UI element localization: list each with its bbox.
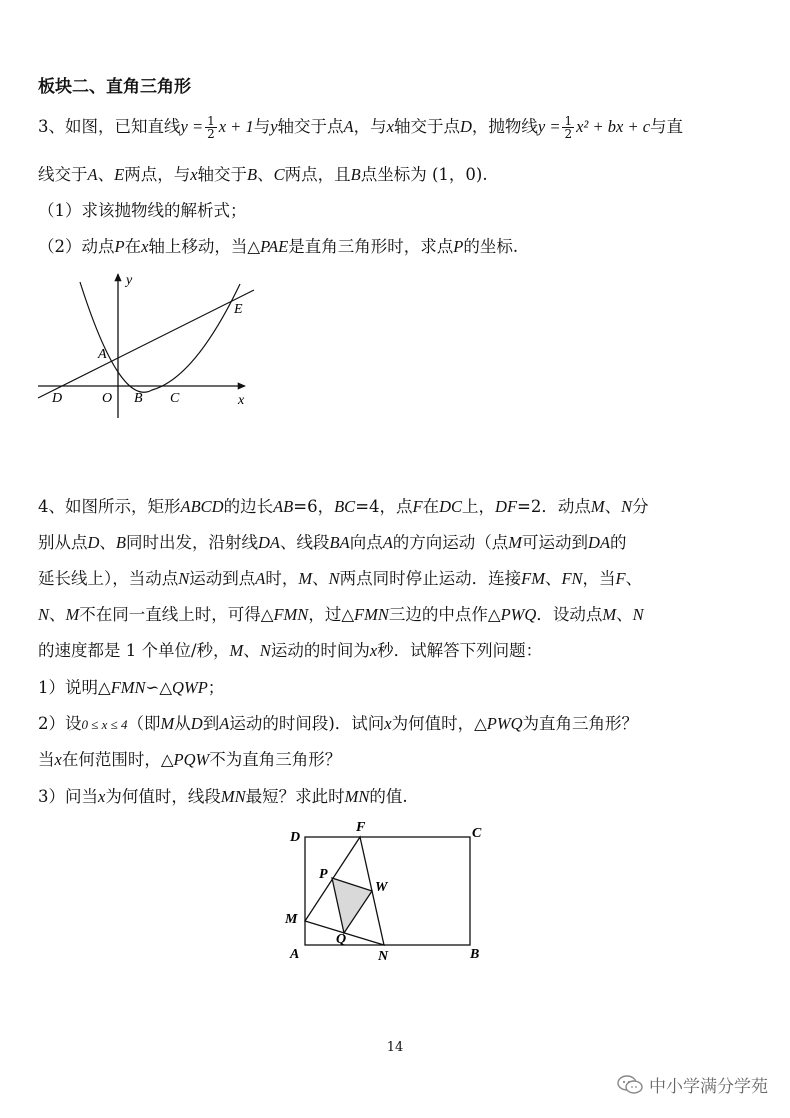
fig1-label-A: A bbox=[98, 347, 107, 362]
fig2-label-C: C bbox=[472, 826, 482, 841]
fig2-label-Q: Q bbox=[336, 932, 347, 947]
fig2-label-N: N bbox=[378, 949, 389, 964]
fig2-label-F: F bbox=[356, 820, 366, 835]
fig1-label-B: B bbox=[134, 391, 143, 406]
problem4-line2: 别从点D、B同时出发，沿射线DA、线段BA向点A的方向运动（点M可运动到DA的 bbox=[38, 533, 627, 552]
fraction-half: $\frac{1}{2}$ bbox=[207, 114, 215, 141]
wechat-icon bbox=[617, 1075, 643, 1095]
problem4-line3: 延长线上），当动点N运动到点A时，M、N两点同时停止运动．连接FM、FN，当F、 bbox=[38, 569, 643, 588]
fig1-label-x: x bbox=[238, 393, 245, 408]
section-title: 板块二、直角三角形 bbox=[38, 77, 191, 97]
problem4-line4: N、M不在同一直线上时，可得△FMN，过△FMN三边的中点作△PWQ．设动点M、N bbox=[38, 605, 644, 624]
fig1-label-C: C bbox=[170, 391, 180, 406]
problem4-line1: 4、如图所示，矩形ABCD的边长AB=6，BC=4，点F在DC上，DF=2．动点M、N分 bbox=[38, 497, 649, 516]
problem4-q1: 1）说明△FMN∽△QWP； bbox=[38, 678, 225, 697]
problem4-line5: 的速度都是 1 个单位/秒，M、N运动的时间为x秒．试解答下列问题： bbox=[38, 641, 543, 660]
figure-rectangle bbox=[280, 815, 500, 965]
figure-parabola-line bbox=[30, 268, 270, 428]
fig2-label-A: A bbox=[290, 947, 300, 962]
straight-line bbox=[38, 290, 254, 398]
problem4-q3: 3）问当x为何值时，线段MN最短？求此时MN的值. bbox=[38, 787, 408, 806]
problem3-line1: 3、如图，已知直线y = $\frac{1}{2}$ x + 1与y轴交于点A，与x轴交于点D，抛物线y = $\frac{1}{2}$ x² + bx + c与直 bbox=[38, 114, 684, 141]
problem4-q2: 2）设0 ≤ x ≤ 4（即M从D到A运动的时间段)．试问x为何值时，△PWQ为直角三角形？ bbox=[38, 714, 639, 733]
problem3-q2: （2）动点P在x轴上移动，当△PAE是直角三角形时，求点P的坐标. bbox=[38, 237, 519, 256]
fig2-label-D: D bbox=[290, 830, 301, 845]
fig1-label-O: O bbox=[102, 391, 113, 406]
problem4-q2b: 当x在何范围时，△PQW不为直角三角形？ bbox=[38, 750, 342, 769]
problem3-line2: 线交于A、E两点，与x轴交于B、C两点，且B点坐标为 (1，0). bbox=[38, 165, 488, 184]
fig2-label-W: W bbox=[375, 880, 388, 895]
fraction-half-2: $\frac{1}{2}$ bbox=[564, 114, 573, 141]
watermark-text: 中小学满分学苑 bbox=[649, 1077, 768, 1097]
watermark bbox=[617, 1072, 768, 1097]
fig2-label-M: M bbox=[285, 912, 298, 927]
fig1-label-D: D bbox=[52, 391, 63, 406]
problem3-q1: （1）求该抛物线的解析式； bbox=[38, 201, 247, 220]
fig2-label-P: P bbox=[319, 867, 328, 882]
fig1-label-E: E bbox=[234, 302, 243, 317]
page-number: 14 bbox=[386, 1040, 404, 1055]
fig2-label-B: B bbox=[470, 947, 480, 962]
triangle-pwq bbox=[332, 878, 372, 933]
fig1-label-y: y bbox=[126, 273, 133, 288]
